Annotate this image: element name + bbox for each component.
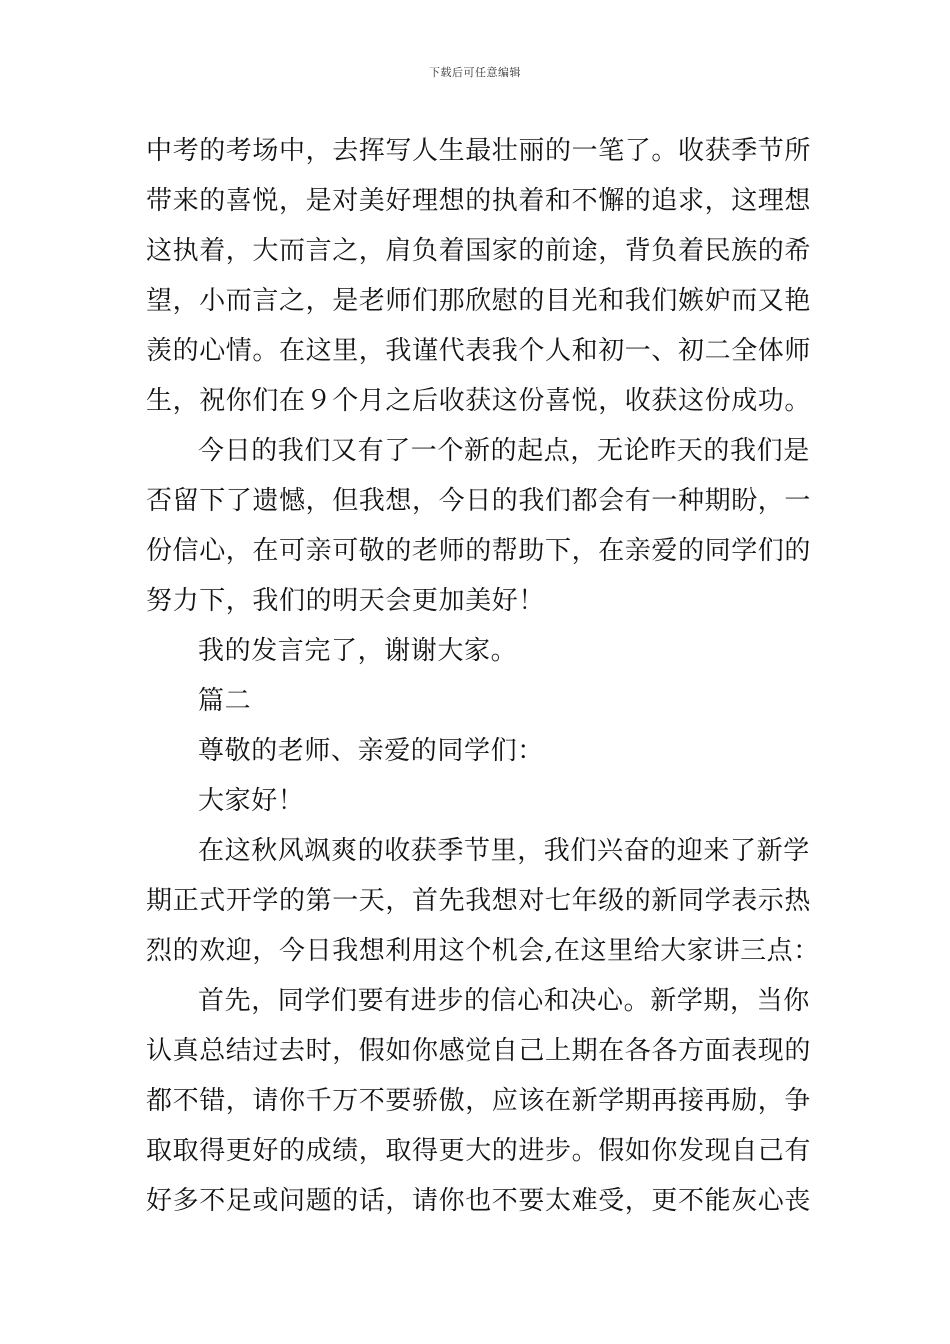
paragraph — [146, 126, 810, 426]
text-line: 羡的心情。在这里，我谨代表我个人和初一、初二全体师 — [146, 336, 812, 366]
page-header: 下载后可任意编辑 — [429, 66, 521, 79]
text-line: 生，祝你们在９个月之后收获这份喜悦，收获这份成功。 — [146, 386, 812, 416]
paragraph — [146, 826, 820, 976]
text-line: 带来的喜悦，是对美好理想的执着和不懈的追求，这理想 — [146, 186, 812, 216]
text-line: 努力下，我们的明天会更加美好！ — [146, 586, 546, 616]
paragraph — [146, 626, 810, 676]
text-line: 都不错，请你千万不要骄傲，应该在新学期再接再励，争 — [146, 1086, 812, 1116]
text-line: 尊敬的老师、亲爱的同学们： — [198, 736, 544, 766]
text-line: 期正式开学的第一天，首先我想对七年级的新同学表示热 — [146, 886, 812, 916]
paragraph — [146, 426, 810, 626]
document-body — [146, 126, 820, 1226]
text-line: 否留下了遗憾，但我想，今日的我们都会有一种期盼，一 — [146, 486, 812, 516]
text-line: 我的发言完了，谢谢大家。 — [198, 636, 518, 666]
text-line: 篇二 — [198, 686, 252, 716]
text-line: 今日的我们又有了一个新的起点，无论昨天的我们是 — [198, 436, 810, 466]
text-line: 中考的考场中，去挥写人生最壮丽的一笔了。收获季节所 — [146, 136, 812, 166]
text-line: 认真总结过去时，假如你感觉自己上期在各各方面表现的 — [146, 1036, 812, 1066]
text-line: 望，小而言之，是老师们那欣慰的目光和我们嫉妒而又艳 — [146, 286, 812, 316]
section-heading — [146, 676, 810, 726]
paragraph — [146, 976, 810, 1226]
text-line: 取取得更好的成绩，取得更大的进步。假如你发现自己有 — [146, 1136, 812, 1166]
text-line: 这执着，大而言之，肩负着国家的前途，背负着民族的希 — [146, 236, 812, 266]
text-line: 大家好！ — [198, 786, 305, 816]
text-line: 份信心，在可亲可敬的老师的帮助下，在亲爱的同学们的 — [146, 536, 812, 566]
salutation — [146, 726, 810, 776]
greeting — [146, 776, 810, 826]
text-line: 好多不足或问题的话，请你也不要太难受，更不能灰心丧 — [146, 1186, 812, 1216]
text-line: 首先，同学们要有进步的信心和决心。新学期，当你 — [198, 986, 810, 1016]
text-line: 在这秋风飒爽的收获季节里，我们兴奋的迎来了新学 — [198, 836, 810, 866]
text-line: 烈的欢迎，今日我想利用这个机会,在这里给大家讲三点： — [146, 936, 820, 966]
